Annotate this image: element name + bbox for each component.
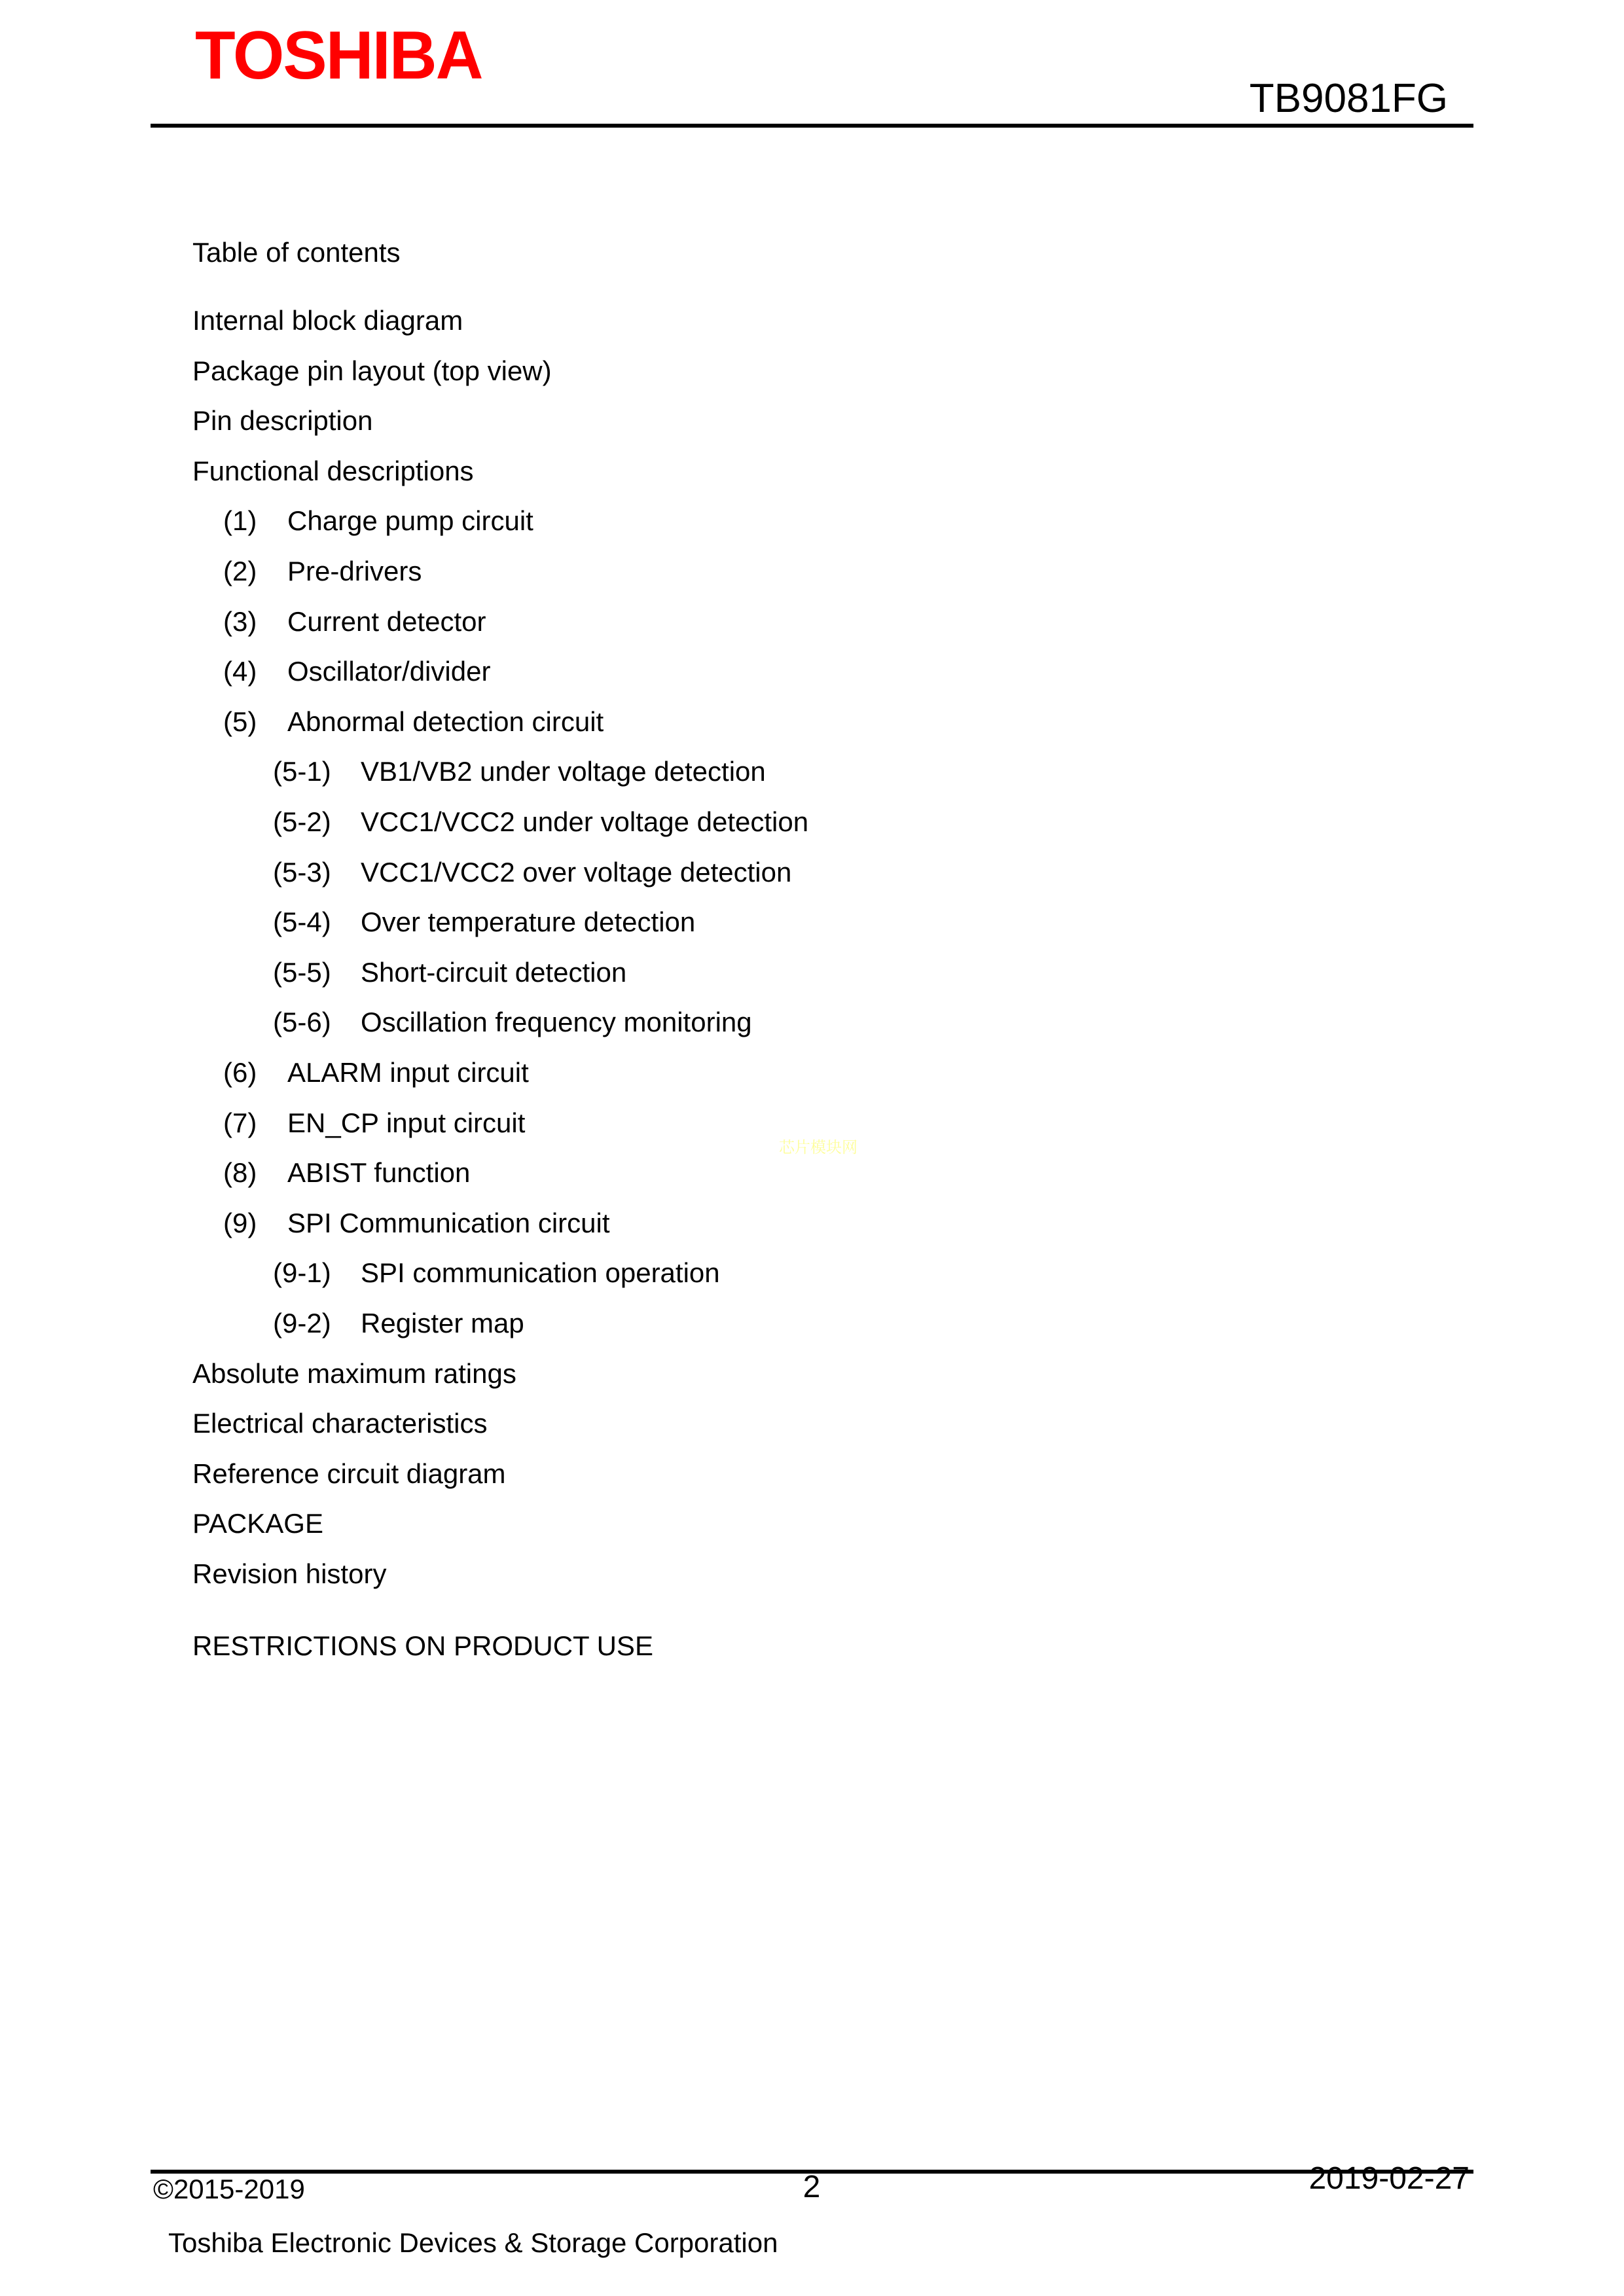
- toc-item: [192, 395, 1475, 446]
- toc-item-number: (5-4): [273, 906, 331, 937]
- toc-item-label: Charge pump circuit: [287, 505, 533, 536]
- toc-item-label: Oscillator/divider: [287, 656, 491, 687]
- toc-item-label: ALARM input circuit: [287, 1057, 529, 1088]
- watermark: 芯片模块网: [779, 1139, 857, 1157]
- toc-item-label: Functional descriptions: [192, 456, 474, 486]
- footer-copyright: ©2015-2019: [153, 2174, 305, 2204]
- toc-item-label: Package pin layout (top view): [192, 355, 552, 386]
- toc-item-number: (5-1): [273, 756, 331, 787]
- toc-item-number: (5-6): [273, 1007, 331, 1037]
- toc-item-label: SPI communication operation: [361, 1257, 720, 1288]
- toc-item: [192, 446, 1475, 496]
- toc-item: [192, 947, 1475, 997]
- toc-item: [192, 1621, 1475, 1671]
- toc-item-label: VB1/VB2 under voltage detection: [361, 756, 766, 787]
- toc-item: [192, 295, 1475, 346]
- toc-item: [192, 746, 1475, 797]
- toc-item-number: (4): [223, 656, 257, 687]
- toc-item-label: PACKAGE: [192, 1508, 323, 1539]
- toc-item-number: (2): [223, 556, 257, 586]
- toc-item-label: Internal block diagram: [192, 305, 463, 336]
- toc-item: [192, 1047, 1475, 1098]
- toc-item: [192, 646, 1475, 696]
- footer-date: 2019-02-27: [1308, 2161, 1470, 2196]
- toc-item: [192, 1298, 1475, 1348]
- toc-item: [192, 495, 1475, 546]
- toc-item-number: (9): [223, 1208, 257, 1238]
- toc-item-label: VCC1/VCC2 over voltage detection: [361, 857, 792, 888]
- toc-item-label: RESTRICTIONS ON PRODUCT USE: [192, 1630, 653, 1661]
- toc-item-label: Oscillation frequency monitoring: [361, 1007, 752, 1037]
- toc-item-label: Over temperature detection: [361, 906, 696, 937]
- toc-item: [192, 1549, 1475, 1599]
- footer-company: Toshiba Electronic Devices & Storage Corporation: [168, 2227, 778, 2258]
- toc-item: [192, 1498, 1475, 1549]
- toc-item-label: Short-circuit detection: [361, 957, 627, 988]
- toc-heading: Table of contents: [192, 237, 401, 268]
- toc-item-number: (3): [223, 606, 257, 637]
- toc-item-number: (9-1): [273, 1257, 331, 1288]
- toc-item-number: (1): [223, 505, 257, 536]
- toc-item-label: Pre-drivers: [287, 556, 422, 586]
- toc-item-number: (6): [223, 1057, 257, 1088]
- toc-item: [192, 847, 1475, 897]
- toc-item-label: Revision history: [192, 1558, 387, 1589]
- toc-item-number: (8): [223, 1157, 257, 1188]
- header-rule: [151, 124, 1473, 128]
- toc-item-label: SPI Communication circuit: [287, 1208, 610, 1238]
- toc-item: [192, 696, 1475, 747]
- toc-item-label: Abnormal detection circuit: [287, 706, 604, 737]
- footer-page-number: 2: [803, 2170, 821, 2204]
- toc-item-label: Absolute maximum ratings: [192, 1358, 516, 1389]
- toc-item-number: (5-2): [273, 806, 331, 837]
- toc-item-label: Reference circuit diagram: [192, 1458, 506, 1489]
- toc-item-label: VCC1/VCC2 under voltage detection: [361, 806, 809, 837]
- toc-item-number: (5): [223, 706, 257, 737]
- toc-item-label: EN_CP input circuit: [287, 1107, 526, 1138]
- part-number: TB9081FG: [1249, 76, 1448, 121]
- toc-item: [192, 1348, 1475, 1399]
- toc-item: [192, 346, 1475, 396]
- toc-item: [192, 997, 1475, 1047]
- toc-item: [192, 1247, 1475, 1298]
- toc-item: [192, 1398, 1475, 1448]
- toc-item-label: Electrical characteristics: [192, 1408, 488, 1439]
- toc-item-number: (5-5): [273, 957, 331, 988]
- toc-item-number: (9-2): [273, 1308, 331, 1338]
- toc-item-label: Pin description: [192, 405, 373, 436]
- toc-item: [192, 1448, 1475, 1499]
- toc-item-label: Current detector: [287, 606, 486, 637]
- toc-item: [192, 546, 1475, 596]
- toc-item-label: ABIST function: [287, 1157, 471, 1188]
- toc-item-number: (5-3): [273, 857, 331, 888]
- toc-item-number: (7): [223, 1107, 257, 1138]
- toc-item: [192, 596, 1475, 647]
- toshiba-logo: TOSHIBA: [195, 18, 482, 94]
- toc-item: [192, 1198, 1475, 1248]
- toc-item: [192, 897, 1475, 947]
- toc-item: [192, 797, 1475, 847]
- toc-item-label: Register map: [361, 1308, 524, 1338]
